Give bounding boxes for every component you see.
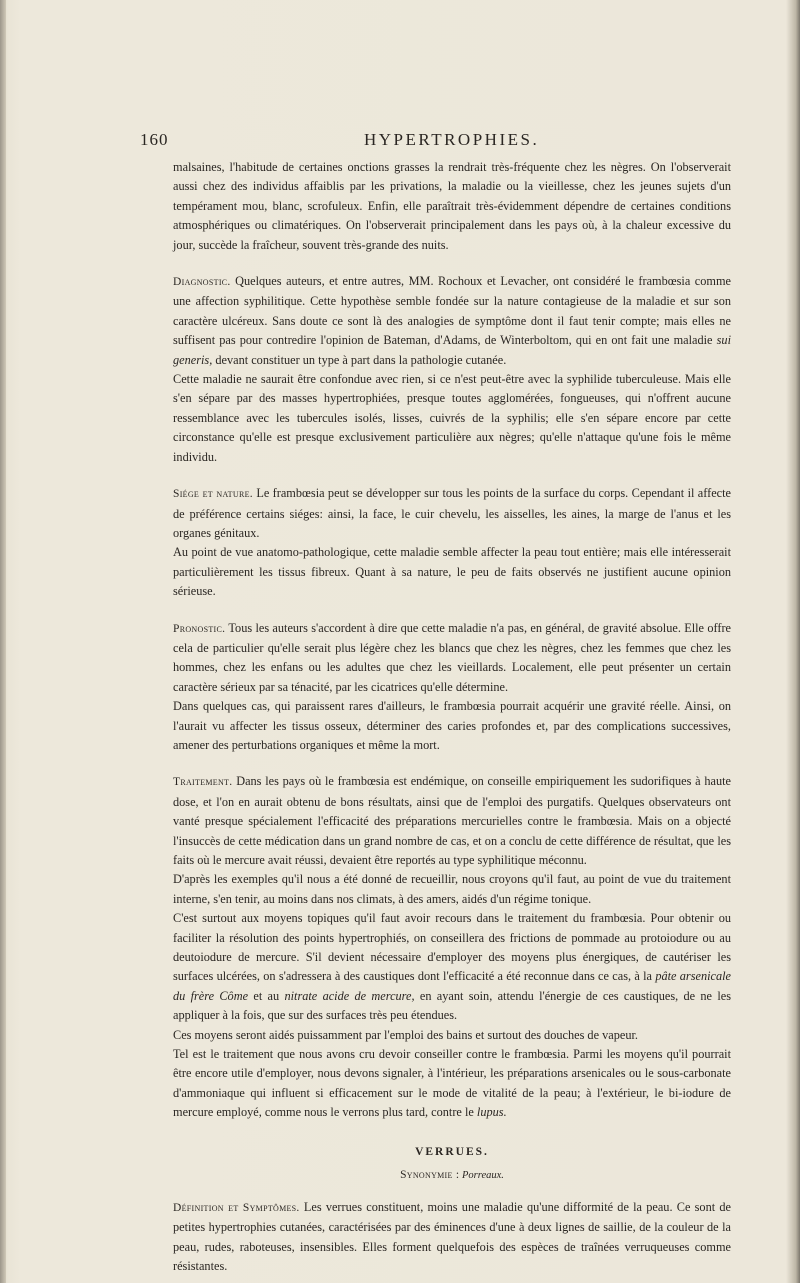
running-head: HYPERTROPHIES. xyxy=(364,130,540,149)
trait-text-1: Dans les pays où le frambœsia est endémique, on conseille empiriquement les sudorifiques à haute dose, et l'on en aurait obtenu de bons résultats, ainsi que de l'emploi des purgatifs. Quelques observateurs ont vanté presque spécialement l'efficacité des préparations mercurielles contre le frambœsia. Mais on a objecté l'insuccès de cette médication dans un grand nombre de cas, et on a conclu de cette différence de résultat, que les faits où le mercure avait réussi, devaient être reportés au type syphilitique méconnu. xyxy=(173,774,731,867)
paragraph-definition xyxy=(173,1198,731,1277)
trait-3-text-a: C'est surtout aux moyens topiques qu'il faut avoir recours dans le traitement du frambœsia. Pour obtenir ou faciliter la résolution des points hypertrophiés, on conseillera des frictions de pommade au protoiodure ou au deutoiodure de mercure. S'il devient nécessaire d'employer des moyens plus énergiques, de cautériser les surfaces ulcérées, on s'adressera à des caustiques dont l'efficacité a été reconnue dans ce cas, à la xyxy=(173,911,731,984)
synonymy-line xyxy=(173,1167,731,1184)
trait-3-italic-2: nitrate acide de mercure, xyxy=(284,988,415,1003)
paragraph-pronostic-2: Dans quelques cas, qui paraissent rares d'ailleurs, le frambœsia pourrait acquérir une gravité réelle. Ainsi, on l'aurait vu affecter les tissus osseux, déterminer des caries profondes et, par des complications successives, amener des perturbations organiques et même la mort. xyxy=(173,699,731,752)
paragraph-causes: malsaines, l'habitude de certaines onctions grasses la rendrait très-fréquente chez les nègres. On l'observerait aussi chez des individus affaiblis par les privations, la maladie ou la vieillesse, chez les jeunes sujets d'un tempérament mou, blanc, scrofuleux. Enfin, elle paraîtrait très-évidemment dépendre de certaines conditions atmosphériques ou climatériques. On l'observerait principalement dans les pays où, à la chaleur excessive du jour, succède la fraîcheur, souvent très-grande des nuits. xyxy=(173,160,731,252)
paragraph-siege-2: Au point de vue anatomo-pathologique, cette maladie semble affecter la peau tout entière; mais elle intéresserait particulièrement les tissus fibreux. Quant à sa nature, le peu de faits observés ne justifient aucune opinion sérieuse. xyxy=(173,545,731,599)
paragraph-diagnostic-1 xyxy=(173,272,731,370)
prono-text: Tous les auteurs s'accordent à dire que cette maladie n'a pas, en général, de gravité absolue. Elle offre cela de particulier qu'elle serait plus légère chez les blancs que chez les nègres, chez les femmes que chez les hommes, chez les enfans ou les adultes que chez les vieillards. Localement, elle peut présenter un certain caractère sérieux par sa ténacité, par les cicatrices qu'elle détermine. xyxy=(173,620,732,694)
page-left-edge xyxy=(0,0,6,1283)
paragraph-traitement-2: D'après les exemples qu'il nous a été donné de recueillir, nous croyons qu'il faut, au point de vue du traitement interne, s'en tenir, au moins dans nos climats, à des amers, aidés d'un régime tonique. xyxy=(173,872,731,906)
heading-traitement: Traitement. xyxy=(173,776,233,789)
trait-5-italic: lupus. xyxy=(476,1105,507,1120)
heading-diagnostic: Diagnostic. xyxy=(173,276,231,289)
definition-text: Les verrues constituent, moins une maladie qu'une difformité de la peau. Ce sont de petites hypertrophies cutanées, caractérisées par des éminences d'une à deux lignes de saillie, de la couleur de la peau, rudes, raboteuses, insensibles. Elles forment quelquefois des espèces de traînées verruqueuses comme résistantes. xyxy=(173,1199,731,1273)
paragraph-pronostic-1 xyxy=(173,619,731,698)
page-header xyxy=(140,130,662,154)
paragraph-diagnostic-2: Cette maladie ne saurait être confondue avec rien, si ce n'est peut-être avec la syphilide tuberculeuse. Mais elle s'en sépare par des masses hypertrophiées, presque toutes agglomérées, fongueuses, qui n'offrent aucune ressemblance avec les tubercules isolés, lisses, cuivrés de la syphilis; elle s'en sépare encore par cette circonstance qu'elle est presque exclusivement particulière aux nègres; qu'elle n'attaque qu'une fois le même individu. xyxy=(173,372,731,464)
page-body xyxy=(173,158,731,1276)
page-right-edge xyxy=(786,0,800,1283)
trait-5-text: Tel est le traitement que nous avons cru devoir conseiller contre le frambœsia. Parmi les moyens qu'il pourrait être encore utile d'employer, nous devons signaler, à l'intérieur, les préparations arsenicales ou le sous-carbonate d'ammoniaque qui influent si efficacement sur le mode de vitalité de la peau; à l'extérieur, le bi-iodure de mercure employé, comme nous le verrons plus tard, contre le xyxy=(173,1047,731,1120)
trait-3-text-b: et au xyxy=(253,988,280,1003)
heading-definition: Définition et Symptômes. xyxy=(173,1201,300,1214)
paragraph-traitement-4: Ces moyens seront aidés puissamment par l'emploi des bains et surtout des douches de vapeur. xyxy=(173,1027,638,1042)
paragraph-siege-1 xyxy=(173,484,731,543)
paragraph-traitement-1 xyxy=(173,772,731,870)
diag-text-a: Quelques auteurs, et entre autres, MM. Rochoux et Levacher, ont considéré le frambœsia comme une affection syphilitique. Cette hypothèse semble fondée sur la nature contagieuse de la maladie et sur son caractère ulcéreux. Sans doute ce sont là des analogies de symptôme dont il faut tenir compte; mais elles ne suffisent pas pour contredire l'opinion de Bateman, d'Adams, de Winterboltom, qui en ont fait une maladie xyxy=(173,274,731,348)
diag-text-b: devant constituer un type à part dans la pathologie cutanée. xyxy=(215,352,507,367)
trait-3-text-c: en ayant soin, attendu l'énergie de ces caustiques, de ne les appliquer à la fois, que sur des surfaces très peu étendues. xyxy=(173,988,731,1023)
paragraph-traitement-5 xyxy=(173,1045,731,1123)
synonymy-value: Porreaux. xyxy=(462,1169,504,1181)
heading-pronostic: Pronostic. xyxy=(173,622,226,635)
siege-text: Le frambœsia peut se développer sur tous les points de la surface du corps. Cependant il affecte de préférence certains siéges: ainsi, la face, le cuir chevelu, les aisselles, les aines, la marge de l'anus et les organes génitaux. xyxy=(173,486,731,540)
heading-siege: Siége et nature. xyxy=(173,488,253,501)
diag-italic: sui generis, xyxy=(173,333,731,367)
section-title-verrues: VERRUES. xyxy=(415,1145,489,1158)
trait-3-italic-1: pâte arsenicale du frère Côme xyxy=(173,969,732,1003)
synonymy-label: Synonymie : xyxy=(400,1168,460,1181)
paragraph-traitement-3 xyxy=(173,909,731,1025)
page-number: 160 xyxy=(140,130,169,149)
